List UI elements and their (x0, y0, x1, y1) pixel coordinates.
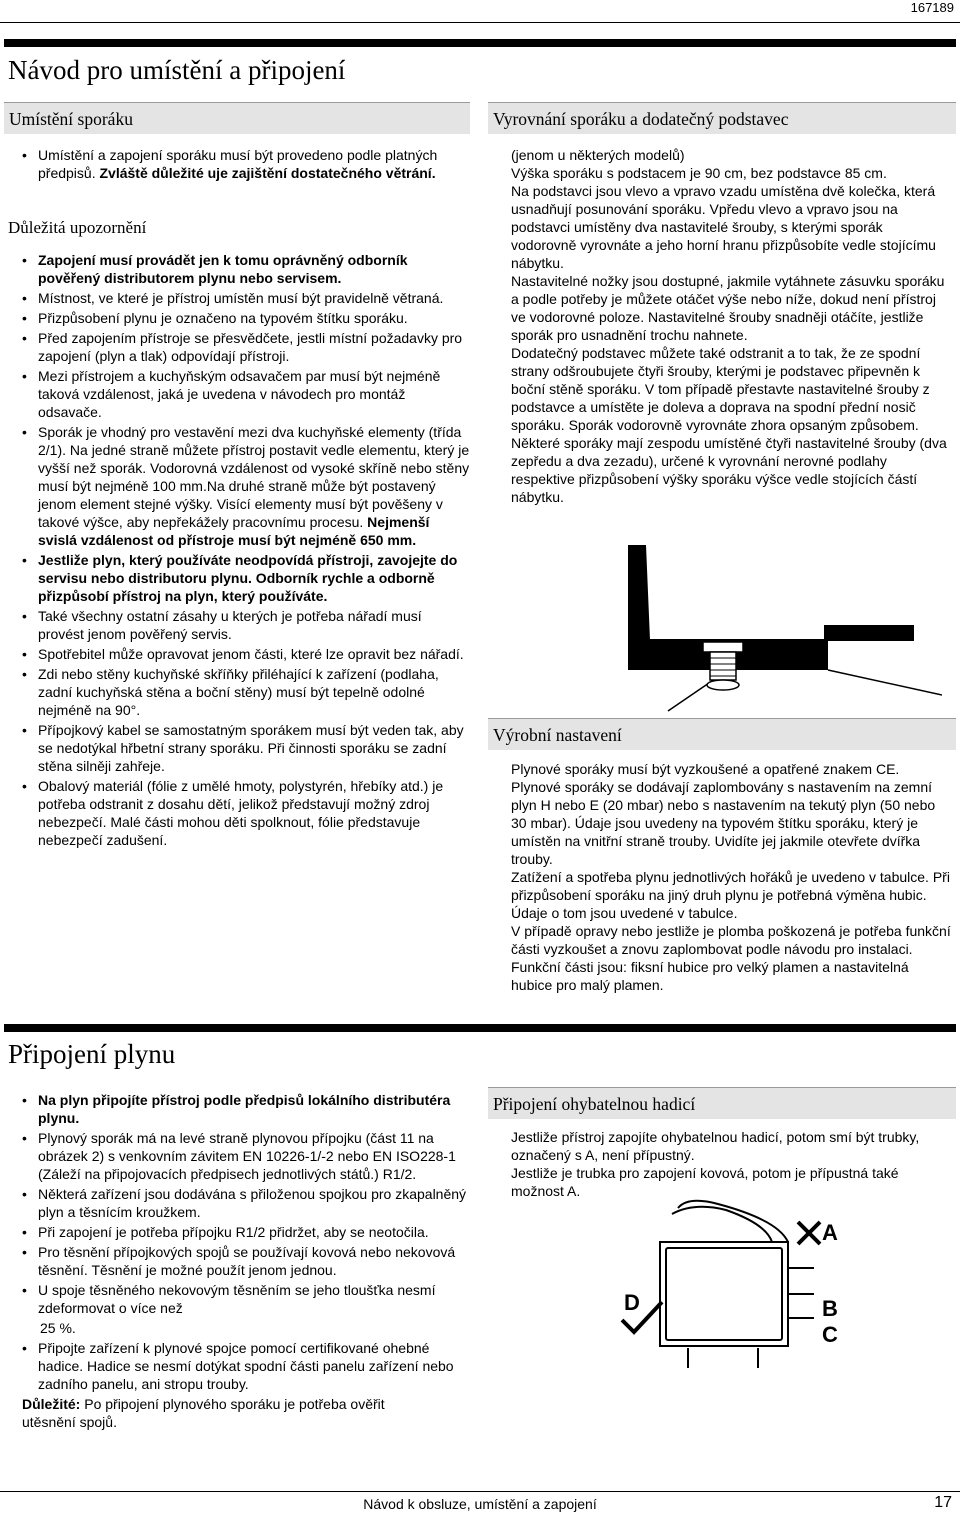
page-title: Návod pro umístění a připojení (8, 55, 346, 85)
list-item-text: Zdi nebo stěny kuchyňské skříňky přiléhající k zařízení (podlaha, zadní kuchyňská stěna a boční stěny) musí být tepelně odolné nejméně na 90°. (38, 666, 439, 718)
list-item (4, 146, 470, 182)
list-item (4, 1091, 470, 1127)
list-item-text: Místnost, ve které je přístroj umístěn musí být pravidelně větraná. (38, 290, 444, 306)
list-item (4, 665, 470, 719)
list-item (4, 367, 470, 421)
list-item (4, 551, 470, 605)
list-item (4, 777, 470, 849)
list-item (4, 289, 470, 307)
warnings-heading: Důležitá upozornění (8, 218, 147, 237)
gas-list-wrap (4, 1091, 470, 1431)
list-item-bold-text: Zapojení musí provádět jen k tomu oprávněný odborník pověřený distributorem plynu nebo servisem. (38, 252, 408, 286)
list-item-bold-text: Jestliže plyn, který používáte neodpovídá přístroji, zavojejte do servisu nebo distributoru plynu. Odborník rychle a odborně přizpůsobí přístroj na plyn, který používáte. (38, 552, 458, 604)
figure-label-b: B (822, 1296, 838, 1321)
gas-list (4, 1091, 470, 1317)
hose-para: Jestliže je trubka pro zapojení kovová, potom je přípustná také možnost A. (511, 1165, 899, 1199)
leveling-para: Výška sporáku s podstacem je 90 cm, bez podstavce 85 cm. (511, 165, 887, 181)
list-item-text: Obalový materiál (fólie z umělé hmoty, polystyrén, hřebíky atd.) je potřeba odstranit z dosahu dětí, jelikož představují možný zdroj nebezpečí. Malé části mohou děti spolknout, fólie představuje nebezpečí zadušení. (38, 778, 444, 848)
list-item-text: Přípojkový kabel se samostatným sporákem musí být veden tak, aby se nedotýkal hřbetní strany sporáku. Při činnosti sporáku se zadní stěna silněji zahřeje. (38, 722, 464, 774)
warnings-list (4, 251, 470, 849)
gas-list-2 (4, 1339, 470, 1393)
list-item (4, 329, 470, 365)
gas-percent: 25 %. (40, 1320, 76, 1336)
list-item-text: Umístění a zapojení sporáku musí být provedeno podle platných předpisů. (38, 147, 438, 181)
cross-icon (798, 1222, 820, 1244)
warnings-list-wrap (4, 251, 470, 851)
list-item-text: Před zapojením přístroje se přesvědčete, jestli místní požadavky pro zapojení (plyn a tlak) odpovídají přístroji. (38, 330, 463, 364)
list-item-text: Sporák je vhodný pro vestavění mezi dva kuchyňské elementy (třída 2/1). Na jedné straně můžete přístroj postavit vedle elementu, který je vyšší než sporák. Vodorovná vzdálenost od vysoké skříně nebo stěny musí být nejméně 100 mm.Na druhé straně může být postavený jenom element stejné výšky. Visící elementy musí být pověšeny v takové výšce, aby nepřekážely pracovnímu procesu. (38, 424, 470, 530)
gas-title-bar (4, 1024, 956, 1032)
placement-list-wrap (4, 146, 470, 184)
leveling-text (511, 146, 951, 506)
document-number: 167189 (910, 0, 954, 15)
leveling-para: (jenom u některých modelů) (511, 147, 685, 163)
list-item (4, 1339, 470, 1393)
list-item (4, 721, 470, 775)
list-item-text: Některá zařízení jsou dodávána s přiloženou spojkou pro zkapalněný plyn a těsnícím kroužkem. (38, 1186, 467, 1220)
leveling-para: Dodatečný podstavec můžete také odstranit a to tak, že ze spodní strany odšroubujete čtyři šrouby, kterými je podstavec připevněn k boční stěně sporáku. V tom případě přestavte nastavitelné šrouby z podstavce a umístěte je doleva a doprava na spodní přední nosič sporáku. Sporák vodorovně vyrovnáte zhora opsaným způsobem. (511, 345, 930, 433)
gas-note-label: Důležité: (22, 1396, 81, 1412)
leveling-para: Nastavitelné nožky jsou dostupné, jakmile vytáhnete zásuvku sporáku a podle potřeby je můžete otáčet výše nebo níže, dokud není přístroj ve vodorovné poloze. Nastavitelné šrouby snadněji otáčíte, jestliže sporák pro usnadnění trochu nahnete. (511, 273, 945, 343)
leveling-illustration (628, 545, 942, 713)
page-number: 17 (934, 1494, 952, 1511)
factory-para: Plynové sporáky musí být vyzkoušené a opatřené znakem CE. Plynové sporáky se dodávají zaplombovány s nastavením na zemní plyn H nebo E (20 mbar) nebo s nastavením na tekutý plyn (50 nebo 30 mbar). Údaje jsou uvedeny na typovém štítku sporáku, který je umístěn na vnitřní straně trouby. Uvidíte jej jakmile otevřete dvířka trouby. (511, 761, 936, 867)
section-heading-leveling: Vyrovnání sporáku a dodatečný podstavec (488, 102, 956, 134)
placement-list (4, 146, 470, 182)
list-item (4, 1129, 470, 1183)
gas-note (4, 1395, 442, 1431)
figure-label-a: A (822, 1220, 838, 1245)
list-item (4, 1223, 470, 1241)
figure-label-c: C (822, 1322, 838, 1347)
list-item (4, 1185, 470, 1221)
footer-text: Návod k obsluze, umístění a zapojení (363, 1496, 597, 1512)
list-item-text: Mezi přístrojem a kuchyňským odsavačem par musí být nejméně taková vzdálenost, jaká je uvedena v návodech pro montáž odsavače. (38, 368, 441, 420)
footer-rule (0, 1491, 960, 1492)
list-item-text: Přizpůsobení plynu je označeno na typovém štítku sporáku. (38, 310, 408, 326)
list-item-text: Pro těsnění přípojkových spojů se používají kovová nebo nekovová těsnění. Těsnění je možné použít jenom jednou. (38, 1244, 456, 1278)
list-item (4, 423, 470, 549)
list-item-text: Spotřebitel může opravovat jenom části, které lze opravit bez nářadí. (38, 646, 464, 662)
list-item-bold-text: Na plyn připojíte přístroj podle předpisů lokálního distributéra plynu. (38, 1092, 451, 1126)
leveling-para: Na podstavci jsou vlevo a vpravo vzadu umístěna dvě kolečka, která usnadňují posunování sporáku. Vpředu vlevo a vpravo jsou na podstavci umístěny dva nastavitelé šrouby, s kterými sporák vodorovně vyrovnáte a jeho horní hranu přizpůsobíte vedle stojícímu nábytku. (511, 183, 936, 271)
header-rule (0, 22, 960, 23)
list-item (4, 251, 470, 287)
section-heading-placement: Umístění sporáku (4, 102, 470, 134)
hose-text (511, 1128, 951, 1200)
gas-note-text: Po připojení plynového sporáku je potřeba ověřit utěsnění spojů. (22, 1396, 385, 1430)
list-item (4, 607, 470, 643)
list-item-bold-text: Nejmenší svislá vzdálenost od přístroje musí být nejméně 650 mm. (38, 514, 430, 548)
factory-text (511, 760, 951, 994)
section-heading-hose: Připojení ohybatelnou hadicí (488, 1087, 956, 1119)
list-item (4, 1243, 470, 1279)
gas-title: Připojení plynu (8, 1039, 176, 1069)
hose-para: Jestliže přístroj zapojíte ohybatelnou hadicí, potom smí být trubky, označený s A, není přípustný. (511, 1129, 920, 1163)
list-item-text: Také všechny ostatní zásahy u kterých je potřeba nářadí musí provést jenom pověřený servis. (38, 608, 422, 642)
list-item-bold-text: Zvláště důležité uje zajištění dostatečného větrání. (99, 165, 436, 181)
list-item (4, 309, 470, 327)
list-item (4, 645, 470, 663)
figure-label-d: D (624, 1290, 640, 1315)
list-item-text: U spoje těsněného nekovovým těsněním se jeho tloušťka nesmí zdeformovat o více než (38, 1282, 436, 1316)
factory-para: Zatížení a spotřeba plynu jednotlivých hořáků je uvedeno v tabulce. Při přizpůsobení sporáku na jiný druh plynu je potřebná výměna hubic. Údaje o tom jsou uvedené v tabulce. (511, 869, 950, 921)
title-bar (4, 39, 956, 47)
section-heading-factory: Výrobní nastavení (488, 718, 956, 750)
leveling-para: Některé sporáky mají zespodu umístěné čtyři nastavitelné šrouby (dva zepředu a dva zezadu), určené k vyrovnání nerovné podlahy respektive přizpůsobení výšky sporáku výšce vedle stojících částí nábytku. (511, 435, 947, 505)
list-item-text: Připojte zařízení k plynové spojce pomocí certifikované ohebné hadice. Hadice se nesmí dotýkat spodní části panelu zařízení nebo zadního panelu, ani stropu trouby. (38, 1340, 454, 1392)
hose-connection-figure (608, 1198, 868, 1374)
list-item (4, 1281, 470, 1317)
list-item-text: Plynový sporák má na levé straně plynovou přípojku (část 11 na obrázek 2) s venkovním závitem EN 10226-1/-2 nebo EN ISO228-1 (Záleží na připojovacích předpisech jednotlivých států.) R1/2. (38, 1130, 456, 1182)
list-item-text: Při zapojení je potřeba přípojku R1/2 přidržet, aby se neotočila. (38, 1224, 429, 1240)
factory-para: V případě opravy nebo jestliže je plomba poškozená je potřeba funkční části vyzkoušet a znovu zaplombovat podle návodu pro instalaci. Funkční části jsou: fiksní hubice pro velký plamen a nastavitelná hubice pro malý plamen. (511, 923, 951, 993)
